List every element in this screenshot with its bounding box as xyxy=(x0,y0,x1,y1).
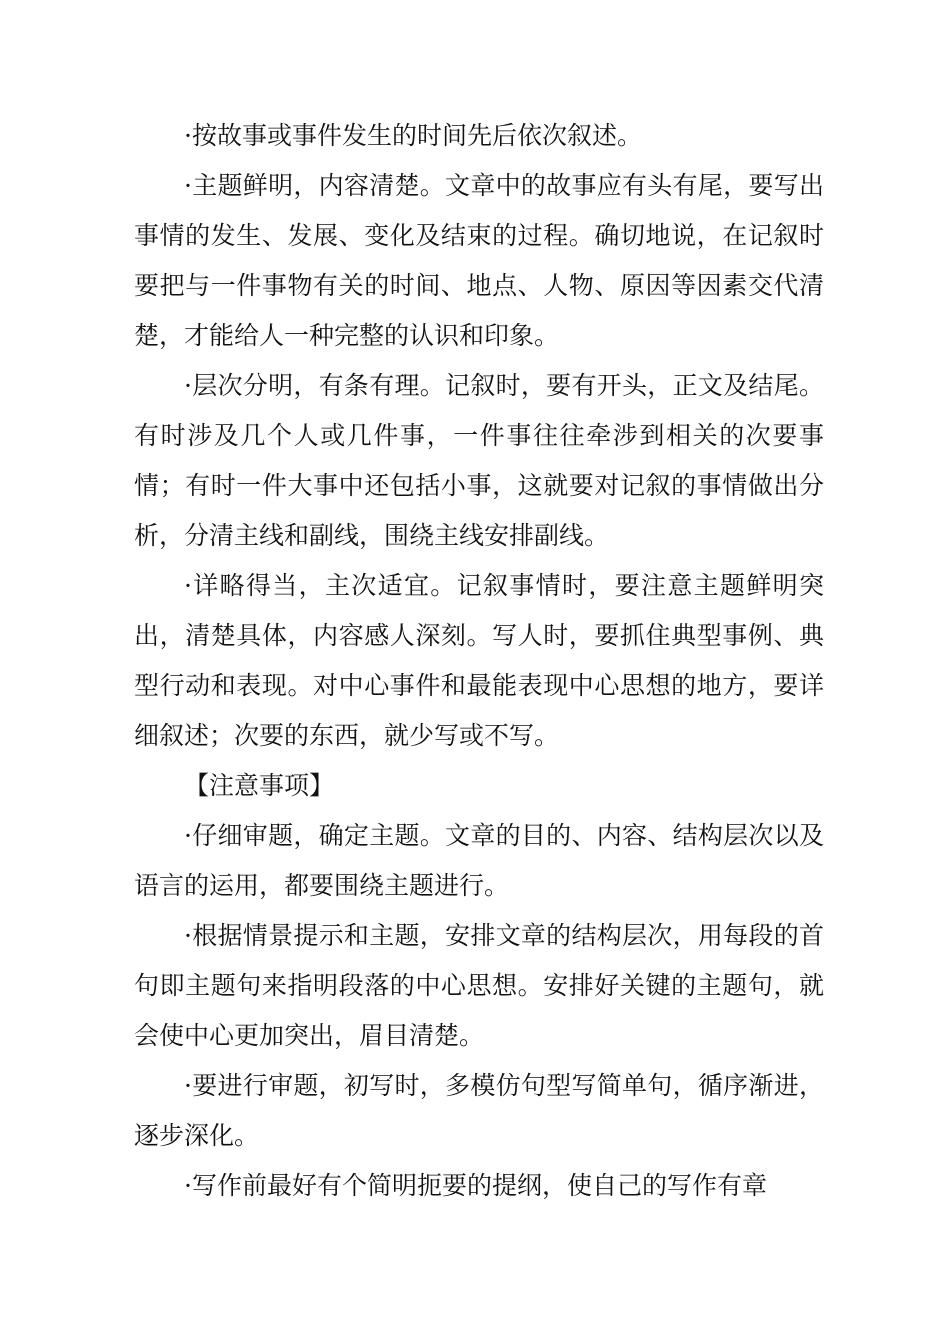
document-body xyxy=(134,111,824,1211)
paragraph-detail-balance: ·详略得当，主次适宜。记叙事情时，要注意主题鲜明突出，清楚具体，内容感人深刻。写人时，要抓住典型事例、典型行动和表现。对中心事件和最能表现中心思想的地方，要详细叙述；次要的东西，就少写或不写。 xyxy=(134,571,824,750)
paragraph-clear-structure: ·层次分明，有条有理。记叙时，要有开头，正文及结尾。有时涉及几个人或几件事，一件事往往牵涉到相关的次要事情；有时一件大事中还包括小事，这就要对记叙的事情做出分析，分清主线和副线，围绕主线安排副线。 xyxy=(134,371,824,550)
note-simple-sentences: ·要进行审题，初写时，多模仿句型写简单句，循序渐进，逐步深化。 xyxy=(134,1071,824,1150)
section-heading-notes: 【注意事项】 xyxy=(184,771,335,800)
note-structure-topic-sentence: ·根据情景提示和主题，安排文章的结构层次，用每段的首句即主题句来指明段落的中心思想。安排好关键的主题句，就会使中心更加突出，眉目清楚。 xyxy=(134,921,824,1050)
note-review-topic: ·仔细审题，确定主题。文章的目的、内容、结构层次以及语言的运用，都要围绕主题进行。 xyxy=(134,821,824,900)
note-outline: ·写作前最好有个简明扼要的提纲，使自己的写作有章 xyxy=(184,1171,767,1200)
paragraph-time-order: ·按故事或事件发生的时间先后依次叙述。 xyxy=(184,121,642,150)
paragraph-clear-theme: ·主题鲜明，内容清楚。文章中的故事应有头有尾，要写出事情的发生、发展、变化及结束的过程。确切地说，在记叙时要把与一件事物有关的时间、地点、人物、原因等因素交代清楚，才能给人一种完整的认识和印象。 xyxy=(134,171,824,350)
